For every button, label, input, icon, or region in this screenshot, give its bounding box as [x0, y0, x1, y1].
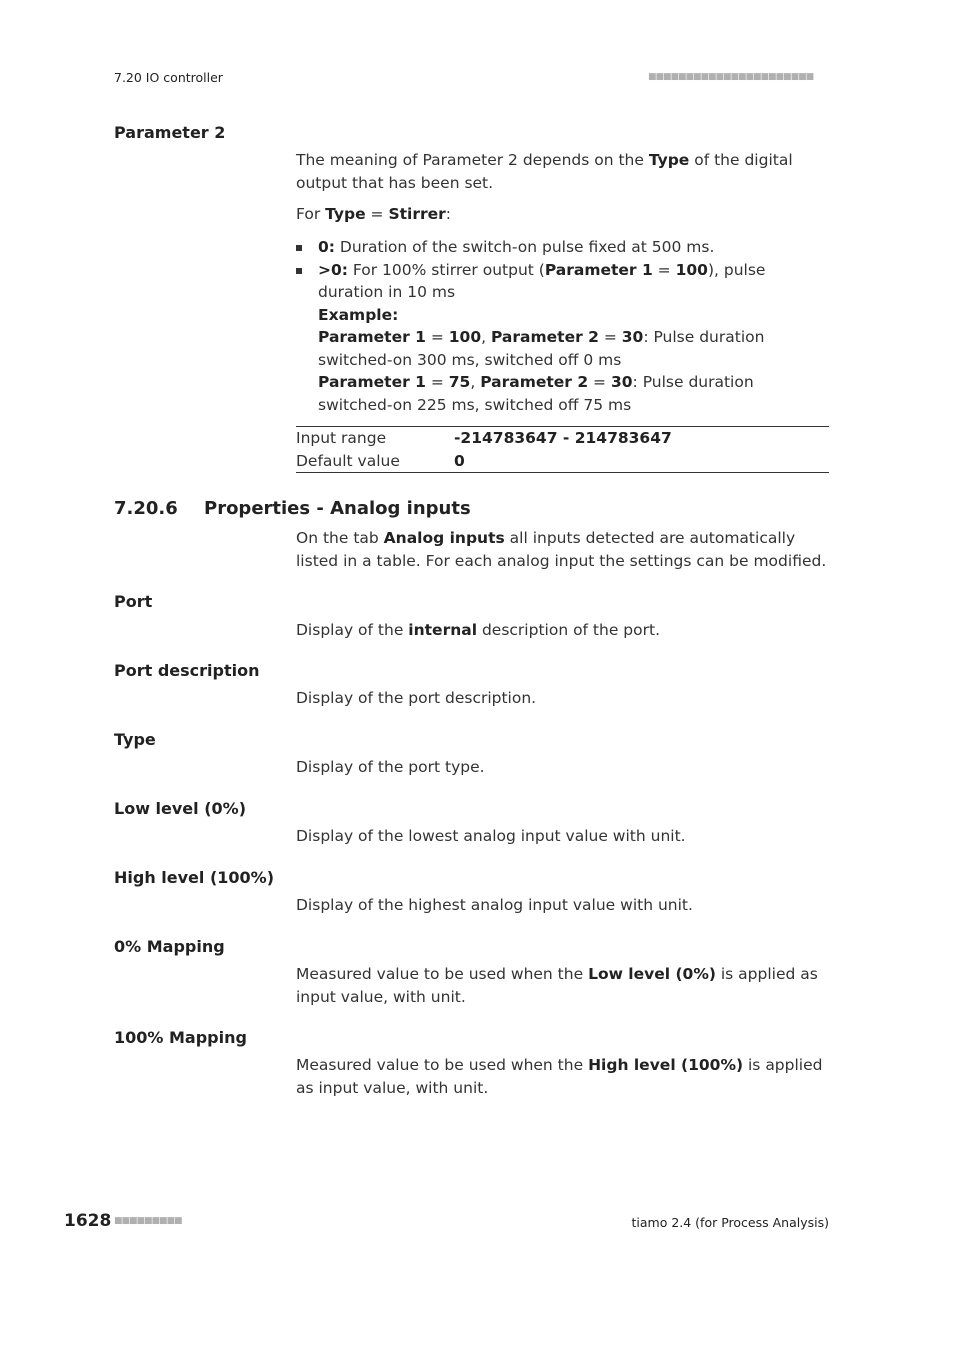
list-item: 0: Duration of the switch-on pulse fixed at 500 ms.: [296, 236, 830, 259]
item-desc-type: Display of the port type.: [296, 758, 485, 776]
item-desc-low-level: Display of the lowest analog input value with unit.: [296, 827, 686, 845]
item-desc-port: Display of the internal description of the port.: [296, 621, 660, 639]
item-desc-0-mapping: Measured value to be used when the Low level (0%) is applied as input value, with unit.: [296, 965, 818, 1006]
item-label-port: Port: [114, 592, 153, 611]
header-decoration: ■■■■■■■■■■■■■■■■■■■■■■: [648, 72, 814, 82]
bullet-square-icon: [296, 245, 302, 251]
table-key: Default value: [296, 451, 400, 470]
running-header: 7.20 IO controller: [114, 70, 223, 85]
item-label-0-mapping: 0% Mapping: [114, 937, 225, 956]
section-intro: On the tab Analog inputs all inputs detected are automatically listed in a table. For each analog input the settings can be modified.: [296, 529, 827, 570]
item-label-type: Type: [114, 730, 156, 749]
table-value: -214783647 - 214783647: [454, 429, 672, 447]
section-number: 7.20.6: [114, 498, 178, 519]
example-line-1: Parameter 1 = 100, Parameter 2 = 30: Pulse duration switched-on 300 ms, switched off 0 ms: [318, 328, 765, 369]
item-desc-high-level: Display of the highest analog input value with unit.: [296, 896, 693, 914]
for-type-stirrer: For Type = Stirrer:: [296, 205, 452, 223]
item-label-100-mapping: 100% Mapping: [114, 1028, 247, 1047]
page-number: 1628: [64, 1211, 112, 1231]
section-title: Properties - Analog inputs: [204, 498, 471, 519]
example-label: Example:: [318, 305, 399, 324]
example-line-2: Parameter 1 = 75, Parameter 2 = 30: Pulse duration switched-on 225 ms, switched off 75 ms: [318, 373, 754, 414]
table-key: Input range: [296, 429, 387, 447]
footer-product: tiamo 2.4 (for Process Analysis): [631, 1215, 829, 1230]
item-label-high-level: High level (100%): [114, 868, 275, 887]
list-item: >0: For 100% stirrer output (Parameter 1 = 100), pulse duration in 10 ms Example: Parameter 1 = 100, Parameter 2 = 30: Pulse duration switched-on 300 ms, switched off 0 ms Parameter 1 = 75, Parameter 2 = 30: Pulse duration switched-on 225 ms, switched off 75 ms: [296, 259, 830, 417]
bullet-square-icon: [296, 268, 302, 274]
parameter-2-description: The meaning of Parameter 2 depends on the Type of the digital output that has been set.: [296, 151, 793, 192]
bullet-list: [296, 236, 830, 416]
table-value: 0: [454, 451, 465, 470]
item-label-low-level: Low level (0%): [114, 799, 246, 818]
parameter-2-label: Parameter 2: [114, 123, 226, 142]
table-row: [296, 450, 829, 473]
item-desc-100-mapping: Measured value to be used when the High level (100%) is applied as input value, with unit.: [296, 1056, 823, 1097]
footer-decoration: ■■■■■■■■■: [114, 1216, 182, 1226]
section-heading: [114, 498, 471, 519]
table-row: [296, 427, 829, 450]
parameter-2-table: [296, 426, 829, 473]
item-desc-port-description: Display of the port description.: [296, 689, 537, 707]
item-label-port-description: Port description: [114, 661, 260, 680]
